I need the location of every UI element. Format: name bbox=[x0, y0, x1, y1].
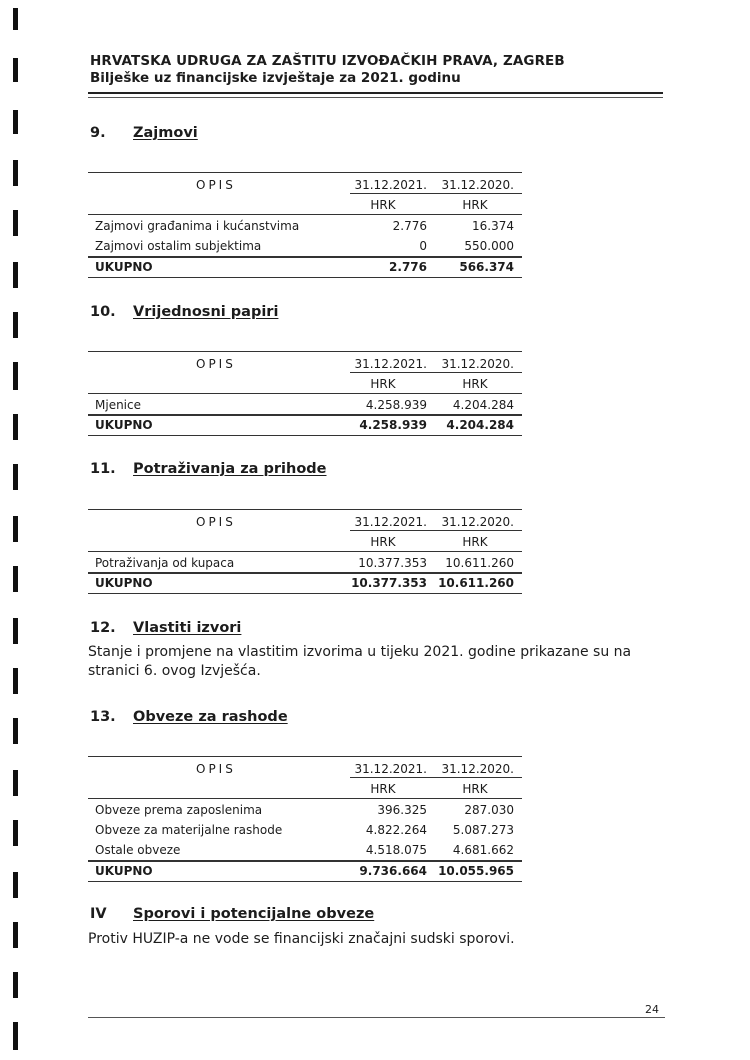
organization-name: HRVATSKA UDRUGA ZA ZAŠTITU IZVOĐAČKIH PRAVA, ZAGREB bbox=[90, 53, 565, 69]
row-label: Obveze prema zaposlenima bbox=[95, 803, 263, 817]
column-header-opis: OPIS bbox=[196, 515, 236, 529]
binding-mark bbox=[13, 516, 18, 542]
document-header bbox=[90, 53, 665, 87]
binding-mark bbox=[13, 872, 18, 898]
binding-mark bbox=[13, 820, 18, 846]
header-rule-thin bbox=[88, 97, 663, 98]
header-rule bbox=[88, 92, 663, 94]
section-10-title bbox=[90, 304, 278, 320]
binding-mark bbox=[13, 972, 18, 998]
paragraph-line: Stanje i promjene na vlastitim izvorima u tijeku 2021. godine prikazane su na bbox=[88, 644, 632, 660]
row-value-2021: 2.776 bbox=[392, 219, 427, 233]
binding-mark bbox=[13, 414, 18, 440]
section-number: IV bbox=[90, 906, 107, 922]
row-value-2021: 4.822.264 bbox=[365, 823, 427, 837]
section-13-title bbox=[90, 709, 288, 725]
unit-label: HRK bbox=[462, 535, 488, 549]
section-number: 11. bbox=[90, 461, 116, 477]
total-value-2021: 2.776 bbox=[389, 260, 427, 274]
binding-mark bbox=[13, 922, 18, 948]
row-value-2021: 4.258.939 bbox=[365, 398, 427, 412]
total-value-2020: 566.374 bbox=[459, 260, 514, 274]
row-label: Obveze za materijalne rashode bbox=[95, 823, 283, 837]
total-value-2020: 10.611.260 bbox=[438, 576, 514, 590]
row-value-2020: 16.374 bbox=[472, 219, 514, 233]
column-header-2020: 31.12.2020. bbox=[441, 357, 514, 371]
row-value-2020: 4.204.284 bbox=[452, 398, 514, 412]
column-header-2020: 31.12.2020. bbox=[441, 762, 514, 776]
row-value-2021: 10.377.353 bbox=[358, 556, 427, 570]
row-label: Potraživanja od kupaca bbox=[95, 556, 235, 570]
binding-mark bbox=[13, 770, 18, 796]
total-label: UKUPNO bbox=[95, 418, 153, 432]
total-label: UKUPNO bbox=[95, 260, 153, 274]
binding-mark bbox=[13, 8, 18, 30]
column-header-2021: 31.12.2021. bbox=[354, 762, 427, 776]
row-label: Ostale obveze bbox=[95, 843, 181, 857]
binding-mark bbox=[13, 312, 18, 338]
total-label: UKUPNO bbox=[95, 576, 153, 590]
column-header-2020: 31.12.2020. bbox=[441, 178, 514, 192]
section-number: 13. bbox=[90, 709, 116, 725]
binding-mark bbox=[13, 1022, 18, 1050]
column-header-opis: OPIS bbox=[196, 762, 236, 776]
unit-label: HRK bbox=[462, 377, 488, 391]
column-header-opis: OPIS bbox=[196, 357, 236, 371]
binding-mark bbox=[13, 210, 18, 236]
paragraph-line: stranici 6. ovog Izvješća. bbox=[88, 663, 261, 679]
binding-marks bbox=[0, 0, 30, 1060]
row-value-2020: 287.030 bbox=[464, 803, 514, 817]
row-value-2020: 4.681.662 bbox=[452, 843, 514, 857]
unit-label: HRK bbox=[462, 198, 488, 212]
section-number: 10. bbox=[90, 304, 116, 320]
section-12-title bbox=[90, 620, 241, 636]
unit-label: HRK bbox=[370, 535, 396, 549]
unit-label: HRK bbox=[370, 782, 396, 796]
section-iv-title bbox=[90, 906, 374, 922]
table-potrazivanja bbox=[88, 509, 522, 599]
table-zajmovi bbox=[88, 172, 522, 282]
total-value-2020: 10.055.965 bbox=[438, 864, 514, 878]
binding-mark bbox=[13, 718, 18, 744]
section-9-title bbox=[90, 125, 198, 141]
row-label: Mjenice bbox=[95, 398, 141, 412]
total-value-2020: 4.204.284 bbox=[446, 418, 514, 432]
column-header-2020: 31.12.2020. bbox=[441, 515, 514, 529]
section-iv-text bbox=[88, 930, 668, 949]
total-value-2021: 9.736.664 bbox=[359, 864, 427, 878]
unit-label: HRK bbox=[462, 782, 488, 796]
row-label: Zajmovi ostalim subjektima bbox=[95, 239, 262, 253]
section-heading: Potraživanja za prihode bbox=[133, 461, 327, 477]
row-value-2020: 550.000 bbox=[464, 239, 514, 253]
unit-label: HRK bbox=[370, 377, 396, 391]
column-header-2021: 31.12.2021. bbox=[354, 515, 427, 529]
row-value-2021: 396.325 bbox=[377, 803, 427, 817]
total-value-2021: 10.377.353 bbox=[351, 576, 427, 590]
table-vrijednosni-papiri bbox=[88, 351, 522, 441]
section-heading: Vrijednosni papiri bbox=[133, 304, 279, 320]
row-value-2021: 0 bbox=[419, 239, 427, 253]
binding-mark bbox=[13, 262, 18, 288]
binding-mark bbox=[13, 668, 18, 694]
section-11-title bbox=[90, 461, 327, 477]
binding-mark bbox=[13, 566, 18, 592]
binding-mark bbox=[13, 464, 18, 490]
binding-mark bbox=[13, 362, 18, 390]
table-obveze bbox=[88, 756, 522, 886]
column-header-2021: 31.12.2021. bbox=[354, 357, 427, 371]
section-number: 12. bbox=[90, 620, 116, 636]
binding-mark bbox=[13, 160, 18, 186]
footer-rule bbox=[88, 1017, 665, 1018]
section-heading: Sporovi i potencijalne obveze bbox=[133, 906, 375, 922]
unit-label: HRK bbox=[370, 198, 396, 212]
column-header-2021: 31.12.2021. bbox=[354, 178, 427, 192]
row-value-2020: 5.087.273 bbox=[452, 823, 514, 837]
binding-mark bbox=[13, 58, 18, 82]
row-value-2021: 4.518.075 bbox=[365, 843, 427, 857]
section-12-text bbox=[88, 643, 668, 681]
column-header-opis: OPIS bbox=[196, 178, 236, 192]
page-number: 24 bbox=[645, 1003, 659, 1016]
total-label: UKUPNO bbox=[95, 864, 153, 878]
section-number: 9. bbox=[90, 125, 106, 141]
document-subtitle: Bilješke uz financijske izvještaje za 2021. godinu bbox=[90, 70, 461, 86]
section-heading: Zajmovi bbox=[133, 125, 198, 141]
section-heading: Vlastiti izvori bbox=[133, 620, 242, 636]
section-heading: Obveze za rashode bbox=[133, 709, 288, 725]
total-value-2021: 4.258.939 bbox=[359, 418, 427, 432]
row-value-2020: 10.611.260 bbox=[445, 556, 514, 570]
row-label: Zajmovi građanima i kućanstvima bbox=[95, 219, 300, 233]
binding-mark bbox=[13, 110, 18, 134]
paragraph-line: Protiv HUZIP-a ne vode se financijski značajni sudski sporovi. bbox=[88, 931, 515, 947]
binding-mark bbox=[13, 618, 18, 644]
